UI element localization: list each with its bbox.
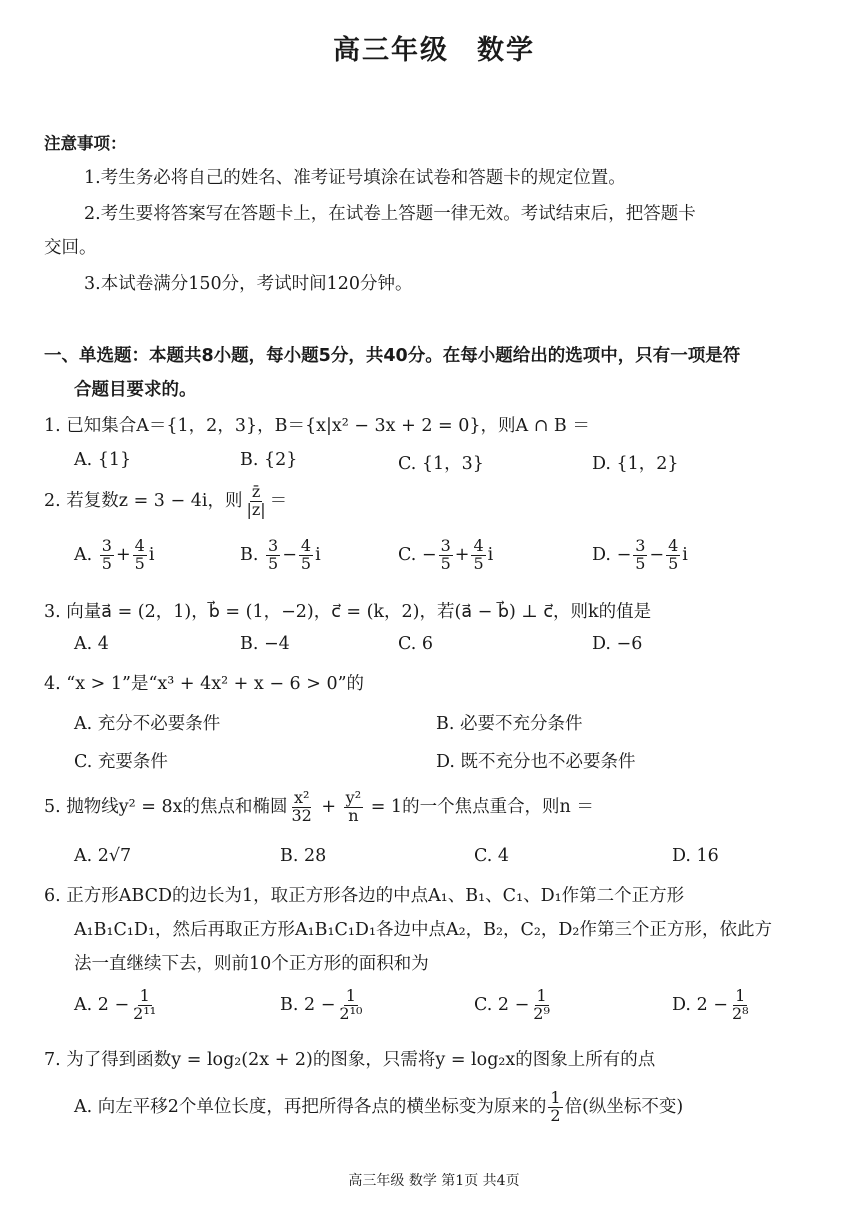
page-footer: 高三年级 数学 第1页 共4页	[348, 1173, 520, 1189]
option-b: B. −4	[240, 634, 290, 654]
fraction-denominator: 2	[550, 1105, 561, 1125]
question-text: 为了得到函数y = log₂(2x + 2)的图象，只需将y = log₂x的图象上所有的点	[66, 1050, 656, 1070]
question-4	[44, 670, 364, 695]
fraction-numerator: x²	[293, 788, 310, 807]
option-a: A. {1}	[74, 450, 132, 470]
fraction-numerator: 1	[536, 986, 547, 1005]
expression: 2 −	[696, 994, 728, 1015]
fraction-denominator: 2¹¹	[133, 1003, 157, 1023]
operator: +	[454, 544, 470, 565]
question-number: 5.	[44, 796, 61, 817]
option-a: A. 4	[74, 634, 109, 654]
fraction	[100, 538, 114, 573]
fraction-denominator: n	[348, 805, 359, 825]
operator: −	[649, 544, 665, 565]
option-c	[474, 988, 554, 1023]
option-c: C. 充要条件	[74, 752, 168, 772]
fraction	[531, 988, 552, 1023]
imaginary-unit: i	[487, 544, 494, 565]
option-label: A.	[74, 994, 93, 1015]
fraction-denominator: 2⁹	[533, 1003, 550, 1023]
option-d: D. 既不充分也不必要条件	[436, 752, 636, 772]
title-subject: 数学	[477, 35, 535, 66]
question-1	[44, 412, 590, 437]
fraction-numerator: 4	[668, 536, 679, 555]
option-label: B.	[280, 994, 299, 1015]
title-grade: 高三年级	[333, 35, 449, 66]
sign: −	[616, 544, 632, 565]
fraction	[266, 538, 280, 573]
section-heading-line1: 一、单选题：本题共8小题，每小题5分，共40分。在每小题给出的选项中，只有一项是符	[44, 346, 741, 366]
option-b: B. 必要不充分条件	[436, 714, 583, 734]
option-label: D.	[672, 994, 691, 1015]
fraction-numerator: 1	[550, 1088, 561, 1107]
fraction-denominator: 2⁸	[731, 1003, 749, 1023]
option-a	[74, 1090, 683, 1125]
question-text: 若复数z = 3 − 4i，则	[66, 490, 243, 511]
fraction-denominator: 5	[300, 553, 312, 573]
option-c: C. 4	[474, 846, 510, 866]
question-number: 1.	[44, 416, 61, 436]
option-d: D. 16	[672, 846, 719, 866]
fraction-numerator: y²	[345, 788, 362, 807]
question-5	[44, 790, 594, 825]
question-6-line3: 法一直继续下去，则前10个正方形的面积和为	[74, 954, 429, 974]
notice-heading: 注意事项：	[44, 134, 127, 153]
section-heading-line2: 合题目要求的。	[74, 380, 197, 400]
imaginary-unit: i	[315, 544, 321, 565]
fraction	[244, 484, 267, 519]
option-d: D. −6	[592, 634, 643, 654]
fraction-numerator: 3	[440, 536, 451, 555]
fraction-numerator: 3	[101, 536, 112, 555]
fraction-numerator: 3	[635, 536, 646, 555]
fraction	[131, 988, 158, 1023]
option-label: D.	[592, 544, 611, 565]
question-suffix: = 1的一个焦点重合，则n ＝	[370, 796, 594, 817]
question-number: 3.	[44, 602, 61, 622]
fraction	[548, 1090, 562, 1125]
question-text: “x > 1”是“x³ + 4x² + x − 6 > 0”的	[66, 674, 365, 694]
imaginary-unit: i	[682, 544, 688, 565]
option-b	[280, 988, 366, 1023]
question-text: 向量a⃗ = (2，1)，b⃗ = (1，−2)，c⃗ = (k，2)，若(a⃗ − b⃗) ⊥ c⃗，则k的值是	[66, 602, 652, 622]
fraction-denominator: 5	[268, 553, 279, 573]
question-suffix: ＝	[269, 490, 288, 511]
page-title	[0, 28, 868, 67]
fraction-numerator: 4	[300, 536, 312, 555]
operator: −	[282, 544, 297, 565]
fraction	[730, 988, 751, 1023]
fraction-denominator: 5	[101, 553, 112, 573]
option-b	[240, 538, 321, 573]
notice-item-2-cont: 交回。	[44, 238, 97, 258]
fraction	[133, 538, 147, 573]
sign: −	[421, 544, 437, 565]
fraction	[299, 538, 313, 573]
fraction-denominator: 5	[635, 553, 646, 573]
fraction	[666, 538, 680, 573]
question-2	[44, 484, 287, 519]
imaginary-unit: i	[148, 544, 155, 565]
option-label: C.	[398, 544, 417, 565]
notice-item-3: 3.本试卷满分150分，考试时间120分钟。	[84, 274, 413, 294]
fraction	[337, 988, 364, 1023]
fraction-denominator: 5	[440, 553, 451, 573]
question-number: 7.	[44, 1050, 61, 1070]
option-b: B. {2}	[240, 450, 298, 470]
option-text: A. 向左平移2个单位长度，再把所得各点的横坐标变为原来的	[74, 1096, 547, 1117]
fraction-numerator: 3	[268, 536, 279, 555]
notice-item-2: 2.考生要将答案写在答题卡上，在试卷上答题一律无效。考试结束后，把答题卡	[84, 204, 696, 224]
question-number: 4.	[44, 674, 61, 694]
option-label: A.	[74, 544, 93, 565]
operator: +	[115, 544, 131, 565]
option-c: C. {1，3}	[398, 454, 484, 474]
fraction-numerator: 4	[473, 536, 484, 555]
option-a	[74, 538, 154, 573]
question-7	[44, 1046, 655, 1071]
fraction	[344, 790, 363, 825]
fraction-denominator: 32	[291, 805, 312, 825]
fraction-denominator: |z|	[246, 499, 266, 519]
option-a: A. 2√7	[74, 846, 132, 866]
option-suffix: 倍(纵坐标不变)	[564, 1096, 684, 1117]
question-text: 正方形ABCD的边长为1，取正方形各边的中点A₁、B₁、C₁、D₁作第二个正方形	[66, 886, 685, 906]
notice-item-1: 1.考生务必将自己的姓名、准考证号填涂在试卷和答题卡的规定位置。	[84, 168, 626, 188]
option-d	[592, 538, 688, 573]
fraction-denominator: 5	[668, 553, 679, 573]
fraction-numerator: 1	[735, 986, 746, 1005]
fraction-denominator: 5	[134, 553, 145, 573]
question-number: 2.	[44, 490, 61, 511]
option-c: C. 6	[398, 634, 434, 654]
option-c	[398, 538, 493, 573]
question-text: 已知集合A＝{1，2，3}，B＝{x|x² − 3x + 2 = 0}，则A ∩ B ＝	[66, 416, 590, 436]
option-d: D. {1，2}	[592, 454, 679, 474]
option-b: B. 28	[280, 846, 327, 866]
option-d	[672, 988, 753, 1023]
fraction-numerator: 1	[139, 986, 150, 1005]
fraction	[633, 538, 647, 573]
expression: 2 −	[497, 994, 530, 1015]
fraction-denominator: 2¹⁰	[339, 1003, 363, 1023]
fraction-numerator: 1	[345, 986, 356, 1005]
fraction-denominator: 5	[473, 553, 484, 573]
option-a	[74, 988, 160, 1023]
operator: +	[321, 796, 337, 817]
option-a: A. 充分不必要条件	[74, 714, 221, 734]
fraction-numerator: 4	[134, 536, 145, 555]
question-number: 6.	[44, 886, 61, 906]
fraction	[289, 790, 313, 825]
option-label: C.	[474, 994, 493, 1015]
fraction	[439, 538, 453, 573]
option-label: B.	[240, 544, 259, 565]
question-text: 抛物线y² = 8x的焦点和椭圆	[66, 796, 288, 817]
question-6-line2: A₁B₁C₁D₁，然后再取正方形A₁B₁C₁D₁各边中点A₂，B₂，C₂，D₂作第三个正方形，依此方	[74, 920, 772, 940]
fraction-numerator: z̄	[251, 482, 261, 501]
fraction	[471, 538, 485, 573]
expression: 2 −	[97, 994, 130, 1015]
expression: 2 −	[304, 994, 336, 1015]
question-6	[44, 882, 684, 907]
question-3	[44, 598, 651, 623]
